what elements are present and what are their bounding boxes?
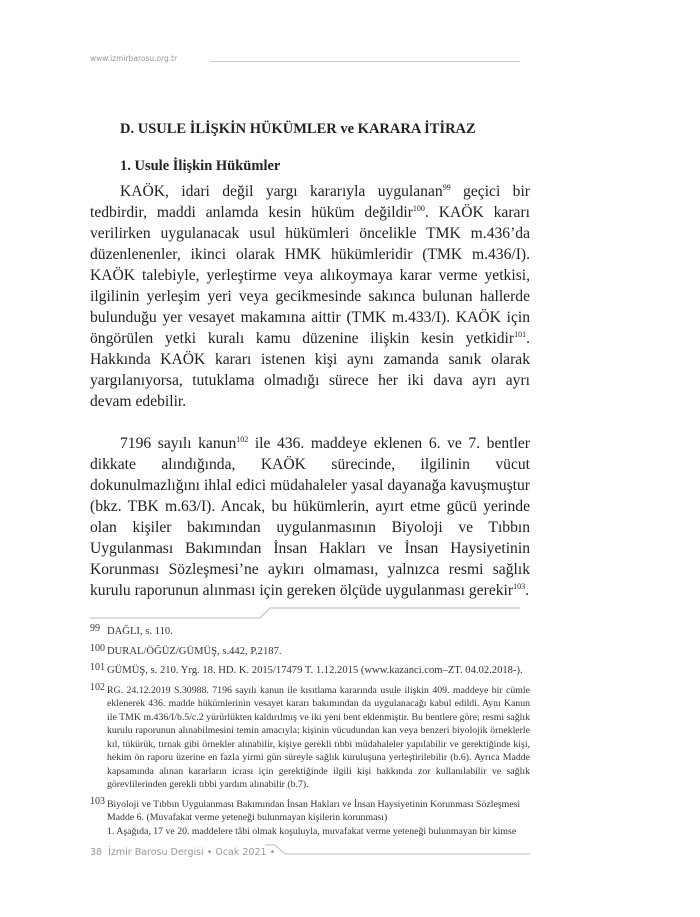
text: 7196 sayılı kanun xyxy=(120,435,237,452)
page-column xyxy=(90,0,530,880)
page-footer xyxy=(90,847,281,858)
text: ile 436. maddeye eklenen 6. ve 7. bentler dikkate alındığında, KAÖK sürecinde, ilgilinin vücut dokunulmazlığını ihlal edici müdahaleler yasal dayanağa kavuşmuştur (bkz. TBK m.63/I). Ancak, bu hükümlerin, ayırt etme gücü yerinde olan kişiler bakımından uygulanmasının Biyoloji ve Tıbbın Uygulanması Bakımından İnsan Hakları ve İnsan Haysiyetinin Korunması Sözleşmesi’ne aykırı olmaması, yalnızca resmi sağlık kurulu raporunun alınması için gereken ölçüde uygulanması gerekir xyxy=(90,435,530,599)
footnote-number: 99 xyxy=(90,623,100,634)
footnote-99 xyxy=(90,625,530,639)
footnote-number: 102 xyxy=(90,681,105,693)
footnote-number: 100 xyxy=(90,642,105,654)
footnote-ref: 99 xyxy=(442,183,451,192)
footnote-text: DAĞLI, s. 110. xyxy=(107,626,173,637)
footnote-ref: 100 xyxy=(412,204,425,213)
footnote-103 xyxy=(90,795,530,839)
footnote-number: 103 xyxy=(90,795,105,807)
footnote-ref: 101 xyxy=(514,330,527,339)
text: . Hakkında KAÖK kararı istenen kişi aynı zamanda sanık olarak yargılanıyorsa, tutuklama olmadığı sürece her iki dava ayrı ayrı devam edebilir. xyxy=(90,330,530,410)
text: . xyxy=(525,582,529,599)
footnote-text: DURAL/ÖĞÜZ/GÜMÜŞ, s.442, P.2187. xyxy=(107,645,282,657)
header-url: www.izmirbarosu.org.tr xyxy=(90,54,178,63)
body-paragraph xyxy=(90,181,530,412)
footnote-text: Madde 6. (Muvafakat verme yeteneği bulunmayan kişilerin korunması) xyxy=(107,812,388,823)
footnote-101 xyxy=(90,664,530,678)
journal-name: İzmir Barosu Dergisi • Ocak 2021 • xyxy=(108,847,276,858)
text: . KAÖK kararı verilirken uygulanacak usul hükümleri öncelikle TMK m.436’da düzenlenenler, ikinci olarak HMK hükümleridir (TMK m.436/I). KAÖK talebiyle, yerleştirme veya alıkoymaya karar verme yetkisi, ilgilinin yerleşim yeri veya gecikmesinde sakınca bulunan hallerde bulunduğu yer vesayet makamına aittir (TMK m.433/I). KAÖK için öngörülen yetki kuralı kamu düzenine ilişkin kesin yetkidir xyxy=(90,204,530,347)
footnote-text: GÜMÜŞ, s. 210. Yrg. 18. HD. K. 2015/17479 T. 1.12.2015 (www.kazanci.com–ZT. 04.02.2018-). xyxy=(107,665,523,676)
page-number: 38 xyxy=(90,847,103,858)
text: geçici bir tedbirdir, maddi anlamda kesin hüküm değildir xyxy=(90,183,530,221)
section-title: D. USULE İLİŞKİN HÜKÜMLER ve KARARA İTİRAZ xyxy=(120,121,476,137)
footnote-text: 1. Aşağıda, 17 ve 20. maddelere tâbi olmak koşuluyla, muvafakat verme yeteneği bulunmayan bir kimse xyxy=(107,825,517,837)
footnote-text: Biyoloji ve Tıbbın Uygulanması Bakımından İnsan Hakları ve İnsan Haysiyetinin Korunması Sözleşmesi xyxy=(107,798,521,810)
footnote-ref: 103 xyxy=(513,582,526,591)
text: KAÖK, idari değil yargı kararıyla uygulanan xyxy=(120,183,443,200)
footnote-text: RG. 24.12.2019 S.30988. 7196 sayılı kanun ile kısıtlama kararında usule ilişkin 409. maddeye bir cümle eklenerek 436. madde hükümlerinin vesayet kararı bakımından da uygulanacağı kabul edildi. Aynı Kanun ile TMK m.436/I/b.5/c.2 yürürlükten kaldırılmış ve iki yeni bent eklenmiştir. Bu bentlere göre; resmi sağlık kurulu raporunun alınabilmesini temin amacıyla; kişinin vücudundan kan veya benzeri biyolojik örneklerle kıl, tükürük, tırnak gibi örnekler alınabilir, kişiye gerekli tıbbi müdahaleler yapılabilir ve gerektiğinde kişi, hekim ön raporu üzerine en fazla yirmi gün süreyle sağlık kuruluşuna yerleştirilebilir (b.6). Ayrıca Madde kapsamında alınan kararların icrası için gerektiğinde ilgili kişi hakkında zor kullanılabilir ve sağlık görevlilerinden gerekli tıbbi yardım alınabilir (b.7). xyxy=(107,684,530,790)
footnote-number: 101 xyxy=(90,662,105,673)
footnote-separator xyxy=(90,605,520,619)
body-paragraph xyxy=(90,433,530,601)
footnote-100 xyxy=(90,642,530,659)
footer-row xyxy=(90,844,530,860)
footer-divider xyxy=(265,844,530,858)
footnote-102 xyxy=(90,681,530,792)
footnote-ref: 102 xyxy=(236,435,249,444)
subsection-title: 1. Usule İlişkin Hükümler xyxy=(120,158,281,174)
